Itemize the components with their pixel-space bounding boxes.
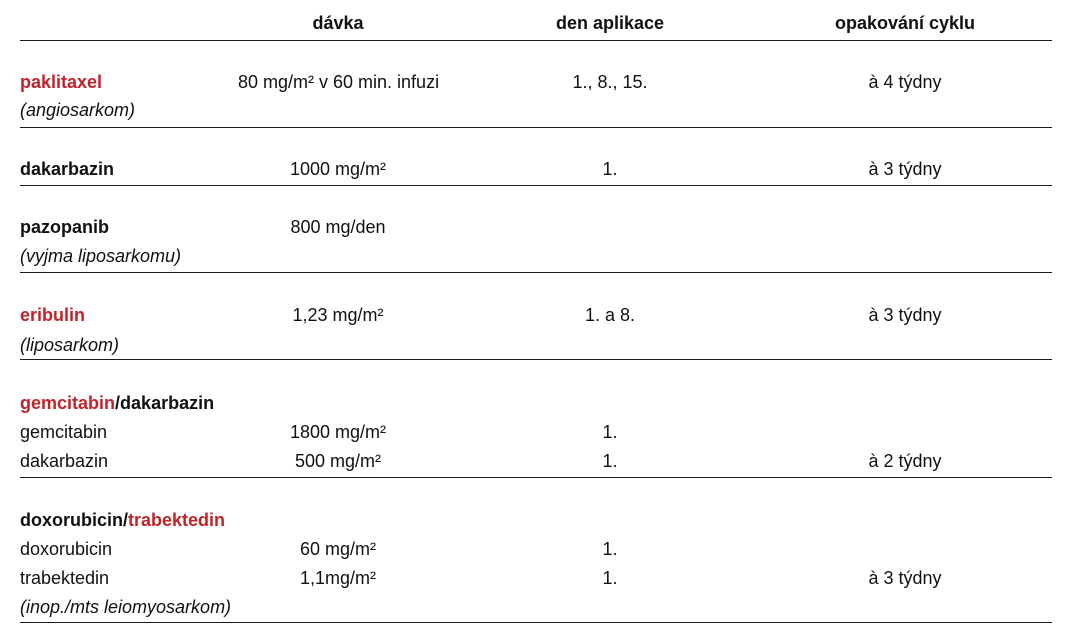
table-row xyxy=(20,70,1052,94)
drug-name: dakarbazin xyxy=(20,159,115,179)
table-row xyxy=(20,595,1052,619)
combination-drug-2: dakarbazin xyxy=(120,393,215,413)
combination-title xyxy=(20,508,1052,532)
table-row xyxy=(20,537,1052,561)
header-day: den aplikace xyxy=(555,13,665,33)
regimen-dakarbazin xyxy=(20,128,1052,186)
cycle-value: à 3 týdny xyxy=(868,568,942,588)
table-header xyxy=(20,0,1052,41)
dose-value: 60 mg/m² xyxy=(299,539,377,559)
header-dose: dávka xyxy=(312,13,364,33)
day-value: 1. xyxy=(602,568,618,588)
dose-value: 1000 mg/m² xyxy=(289,159,387,179)
cycle-value: à 4 týdny xyxy=(868,72,942,92)
indication-note: (vyjma liposarkomu) xyxy=(20,246,182,266)
dose-value: 500 mg/m² xyxy=(294,451,382,471)
combination-title-text xyxy=(20,391,214,415)
header-cycle: opakování cyklu xyxy=(834,13,976,33)
combination-title-text xyxy=(20,508,225,532)
table-row xyxy=(20,566,1052,590)
dose-value: 1800 mg/m² xyxy=(289,422,387,442)
drug-name: paklitaxel xyxy=(20,72,103,92)
table-row xyxy=(20,449,1052,473)
cycle-value: à 2 týdny xyxy=(868,451,942,471)
dose-value: 80 mg/m² v 60 min. infuzi xyxy=(238,72,440,92)
drug-name: eribulin xyxy=(20,305,86,325)
cycle-value: à 3 týdny xyxy=(868,159,942,179)
day-value: 1. xyxy=(602,159,618,179)
regimen-pazopanib xyxy=(20,186,1052,273)
day-value: 1. xyxy=(602,422,618,442)
drug-name: gemcitabin xyxy=(20,422,108,442)
regimen-paklitaxel xyxy=(20,41,1052,128)
combination-drug-1: doxorubicin xyxy=(20,510,123,530)
drug-name: dakarbazin xyxy=(20,451,109,471)
table-row xyxy=(20,244,1052,268)
regimen-gemcitabin-dakarbazin xyxy=(20,360,1052,478)
dose-value: 1,23 mg/m² xyxy=(292,305,384,325)
table-row xyxy=(20,215,1052,239)
dose-value: 800 mg/den xyxy=(290,217,386,237)
drug-name: pazopanib xyxy=(20,217,109,237)
table-row xyxy=(20,420,1052,444)
indication-note: (liposarkom) xyxy=(20,335,120,355)
combination-drug-1: gemcitabin xyxy=(20,393,116,413)
combination-separator: / xyxy=(115,393,121,413)
table-row xyxy=(20,157,1052,181)
regimen-eribulin xyxy=(20,273,1052,360)
table-row xyxy=(20,333,1052,357)
day-value: 1. xyxy=(602,539,618,559)
combination-title xyxy=(20,391,1052,415)
day-value: 1. xyxy=(602,451,618,471)
day-value: 1., 8., 15. xyxy=(572,72,648,92)
day-value: 1. a 8. xyxy=(584,305,636,325)
drug-name: trabektedin xyxy=(20,568,110,588)
combination-separator: / xyxy=(123,510,129,530)
dose-value: 1,1mg/m² xyxy=(299,568,377,588)
combination-drug-2: trabektedin xyxy=(128,510,226,530)
regimen-doxorubicin-trabektedin xyxy=(20,478,1052,623)
indication-note: (inop./mts leiomyosarkom) xyxy=(20,597,232,617)
cycle-value: à 3 týdny xyxy=(868,305,942,325)
drug-name: doxorubicin xyxy=(20,539,113,559)
table-row xyxy=(20,303,1052,327)
table-row xyxy=(20,98,1052,122)
indication-note: (angiosarkom) xyxy=(20,100,136,120)
